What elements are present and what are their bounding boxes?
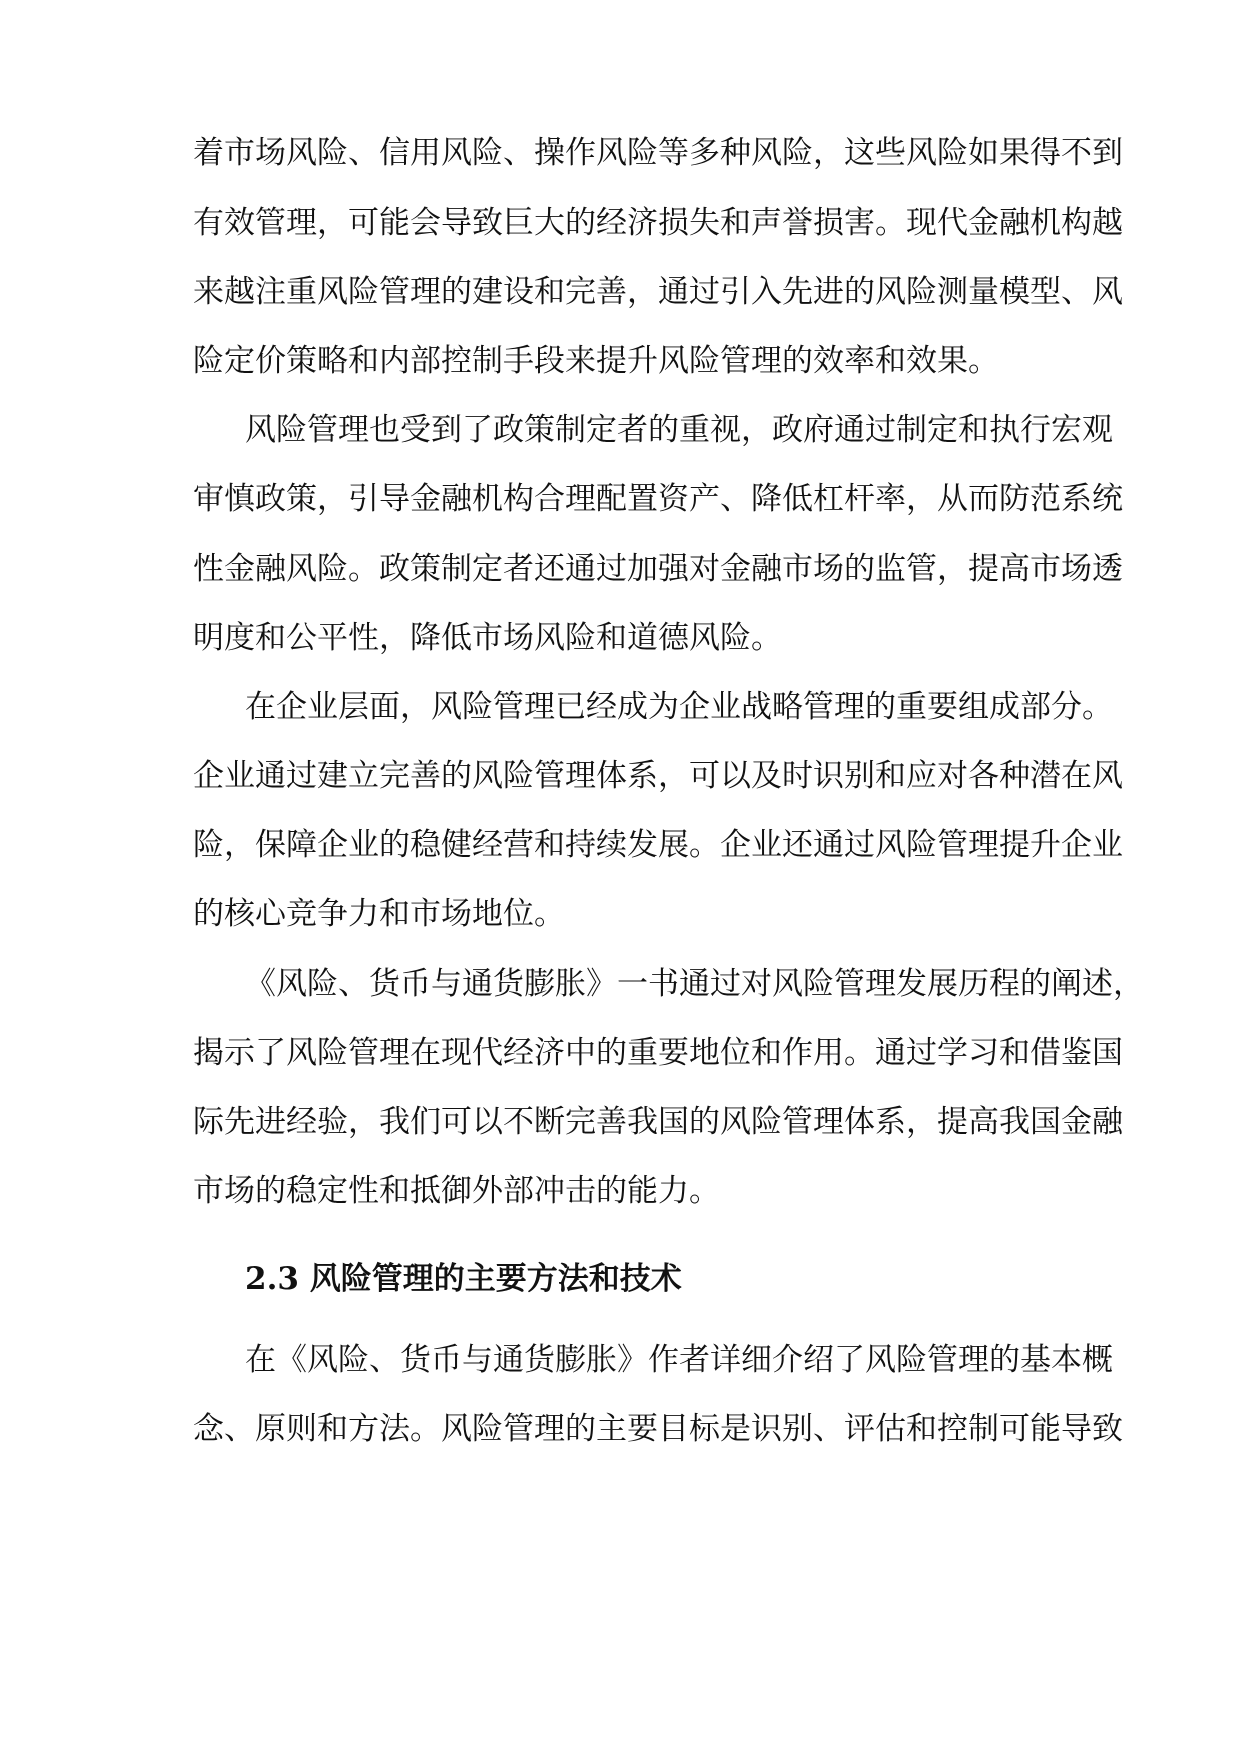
paragraph-1-line-2: 有效管理，可能会导致巨大的经济损失和声誉损害。现代金融机构越 bbox=[193, 205, 1123, 241]
paragraph-1-line-1: 着市场风险、信用风险、操作风险等多种风险，这些风险如果得不到 bbox=[193, 135, 1123, 171]
paragraph-1-line-4: 险定价策略和内部控制手段来提升风险管理的效率和效果。 bbox=[193, 343, 999, 379]
paragraph-3-line-2: 企业通过建立完善的风险管理体系，可以及时识别和应对各种潜在风 bbox=[193, 758, 1123, 794]
section-paragraph-line-1: 在《风险、货币与通货膨胀》作者详细介绍了风险管理的基本概 bbox=[245, 1342, 1113, 1378]
paragraph-4-line-2: 揭示了风险管理在现代经济中的重要地位和作用。通过学习和借鉴国 bbox=[193, 1035, 1123, 1071]
paragraph-3-line-3: 险，保障企业的稳健经营和持续发展。企业还通过风险管理提升企业 bbox=[193, 827, 1123, 863]
section-heading: 2.3 风险管理的主要方法和技术 bbox=[245, 1261, 682, 1297]
paragraph-4-line-4: 市场的稳定性和抵御外部冲击的能力。 bbox=[193, 1173, 720, 1209]
paragraph-4-line-1: 《风险、货币与通货膨胀》一书通过对风险管理发展历程的阐述， bbox=[245, 966, 1144, 1002]
paragraph-2-line-2: 审慎政策，引导金融机构合理配置资产、降低杠杆率，从而防范系统 bbox=[193, 481, 1123, 517]
paragraph-2-line-4: 明度和公平性，降低市场风险和道德风险。 bbox=[193, 620, 782, 656]
paragraph-1-line-3: 来越注重风险管理的建设和完善，通过引入先进的风险测量模型、风 bbox=[193, 274, 1123, 310]
paragraph-4-line-3: 际先进经验，我们可以不断完善我国的风险管理体系，提高我国金融 bbox=[193, 1104, 1123, 1140]
paragraph-2-line-1: 风险管理也受到了政策制定者的重视，政府通过制定和执行宏观 bbox=[245, 412, 1113, 448]
paragraph-3-line-4: 的核心竞争力和市场地位。 bbox=[193, 896, 565, 932]
paragraph-2-line-3: 性金融风险。政策制定者还通过加强对金融市场的监管，提高市场透 bbox=[193, 551, 1123, 587]
section-paragraph-line-2: 念、原则和方法。风险管理的主要目标是识别、评估和控制可能导致 bbox=[193, 1411, 1123, 1447]
paragraph-3-line-1: 在企业层面，风险管理已经成为企业战略管理的重要组成部分。 bbox=[245, 689, 1113, 725]
